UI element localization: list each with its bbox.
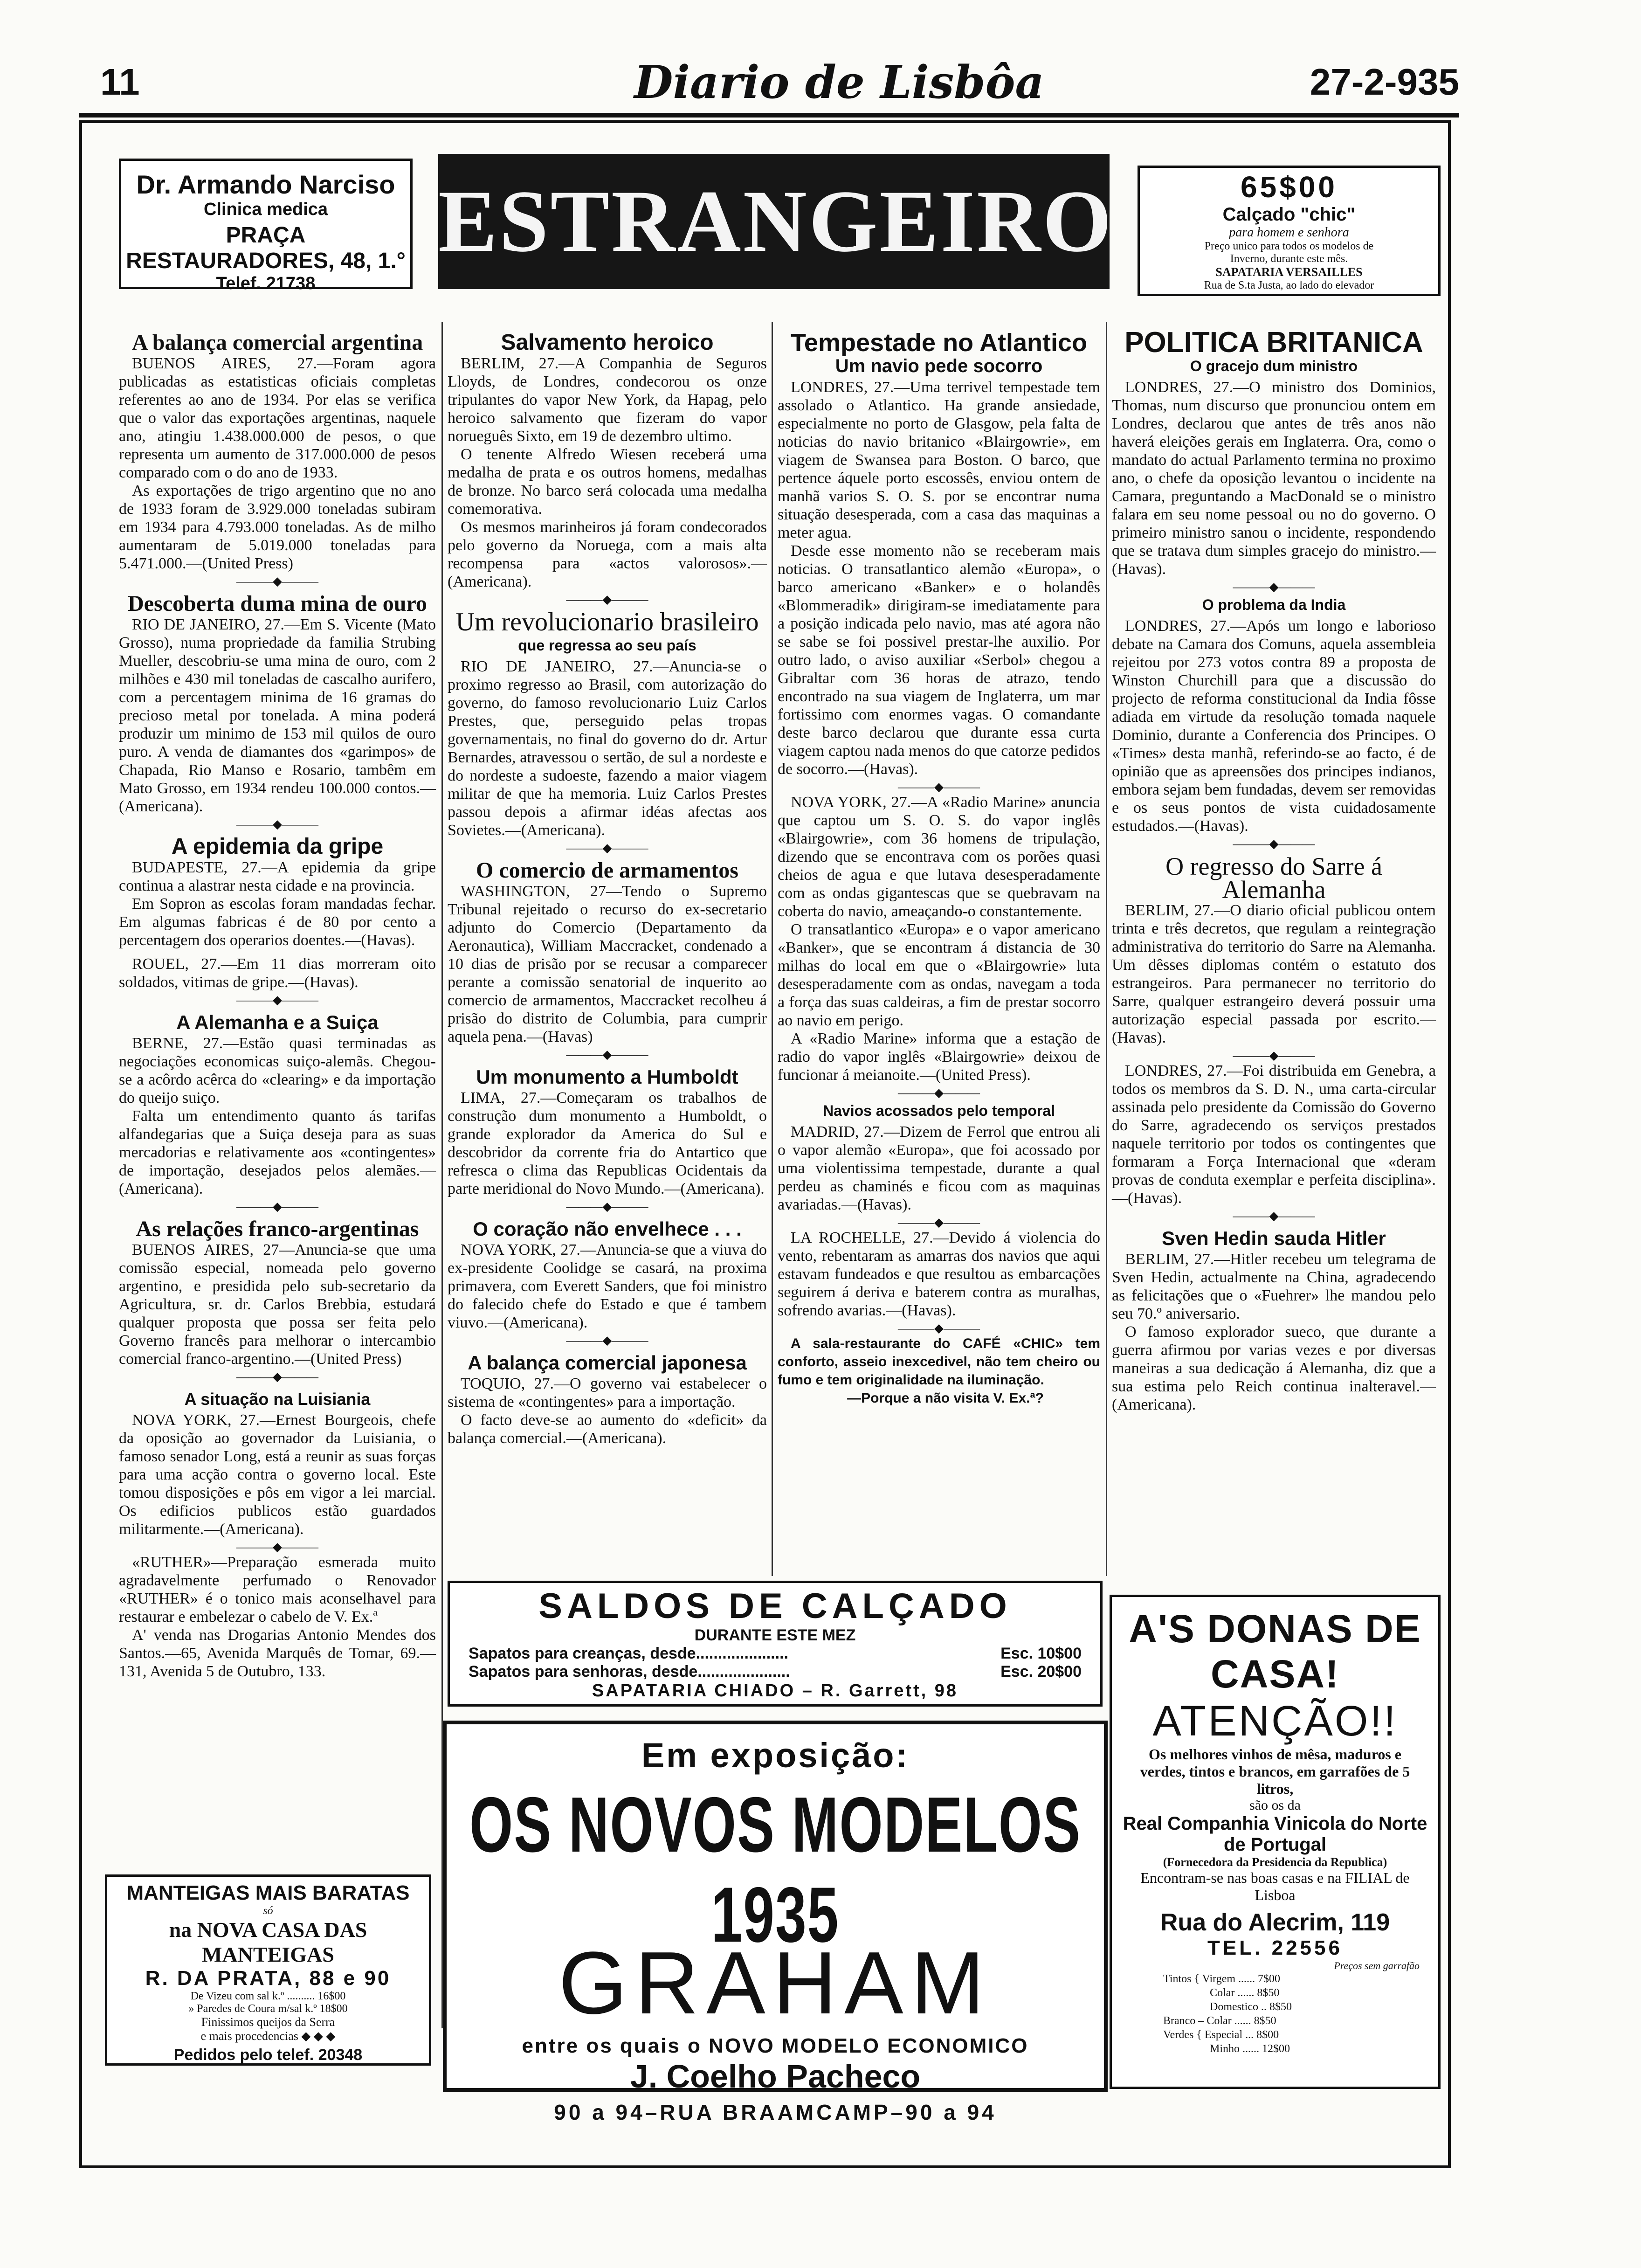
separator: ———◆——— <box>566 841 648 855</box>
doctor-name: Dr. Armando Narciso <box>136 170 395 199</box>
subheadline: O gracejo dum ministro <box>1190 358 1358 374</box>
wine-price: Colar ...... 8$50 <box>1210 1987 1280 1999</box>
wine-address: Rua do Alecrim, 119 <box>1160 1909 1390 1936</box>
headline: A Alemanha e a Suiça <box>176 1011 379 1033</box>
headline: POLITICA BRITANICA <box>1124 326 1423 359</box>
separator: ———◆——— <box>898 1321 980 1335</box>
section-title: ESTRANGEIRO <box>438 173 1114 270</box>
sale-row-price: Esc. 20$00 <box>1000 1663 1082 1680</box>
newspaper-title: Diario de Lisbôa <box>634 56 1044 109</box>
headline: O comercio de armamentos <box>476 858 738 883</box>
separator: ———◆——— <box>1233 1209 1315 1223</box>
graham-dealer: J. Coelho Pacheco <box>630 2058 921 2095</box>
headline: Tempestade no Atlantico <box>790 329 1088 357</box>
paragraph: ROUEL, 27.—Em 11 dias morreram oito soldados, vitimas de gripe.—(Havas). <box>119 955 436 991</box>
butter-item: » Paredes de Coura m/sal k.º 18$00 <box>188 2003 348 2015</box>
wine-price: Verdes { Especial ... 8$00 <box>1163 2029 1279 2041</box>
paragraph: «RUTHER»—Preparação esmerada muito agradavelmente perfumado o Renovador «RUTHER» é o tonico mais aconselhavel para restaurar e embelezar o cabelo de V. Ex.ª <box>119 1554 436 1625</box>
masthead-rule <box>79 113 1459 118</box>
separator: ———◆——— <box>898 780 980 794</box>
paragraph: O transatlantico «Europa» e o vapor americano «Banker», que se encontram á distancia de 30 milhas do local em que o «Blairgowrie» luta desesperadamente com as ondas, navegam a toda a força das suas caldeiras, a fim de prestar socorro ao navio em perigo. <box>778 921 1100 1029</box>
sale-row-price: Esc. 10$00 <box>1000 1645 1082 1662</box>
paragraph: NOVA YORK, 27.—Ernest Bourgeois, chefe da oposição ao governador da Luisiania, o famoso senador Long, está a reunir as suas forças para uma acção contra o governo local. Este tomou disposições e pôs em vigor a lei marcial. Os edificios publicos estão guardados militarmente.—(Americana). <box>119 1411 436 1538</box>
separator: ———◆——— <box>1233 580 1315 594</box>
sale-row-label: Sapatos para senhoras, desde..................... <box>469 1663 790 1680</box>
paragraph: BERLIM, 27.—O diario oficial publicou ontem trinta e três decretos, que regulam a reintegração administrativa do territorio do Sarre na Alemanha. Um dêsses diplomas contém o estatuto dos estrangeiros. Para permanecer no territorio do Sarre, qualquer estrangeiro deverá possuir uma autorização especial passada por escrito.—(Havas). <box>1112 902 1436 1046</box>
paragraph: TOQUIO, 27.—O governo vai estabelecer o sistema de «contingentes» para a importação. <box>448 1375 767 1411</box>
wine-attention: ATENÇÃO!! <box>1152 1697 1398 1745</box>
sale-sub: DURANTE ESTE MEZ <box>694 1626 856 1644</box>
paragraph: Falta um entendimento quanto ás tarifas alfandegarias que a Suiça deseja para as suas mercadorias e relativamente aos «contingentes» de importação, desejados pelos alemães.—(Americana). <box>119 1107 436 1197</box>
shoes-price: 65$00 <box>1241 170 1338 204</box>
headline: Um revolucionario brasileiro <box>455 608 759 636</box>
graham-ad <box>443 1721 1108 2124</box>
paragraph: LONDRES, 27.—Foi distribuida em Genebra, a todos os membros da S. D. N., uma carta-circular assinada pelo presidente da Comissão do Governo do Sarre, agradecendo os serviços prestados naquele territorio por todos os contingentes que formaram a Força Internacional que «deram provas de conduta exemplar e perfeita disciplina».—(Havas). <box>1112 1062 1436 1207</box>
paragraph: NOVA YORK, 27.—Anuncia-se que a viuva do ex-presidente Coolidge se casará, na proxima primavera, com Everett Sanders, que foi ministro do falecido chefe do Estado e que é tambem viuvo.—(Americana). <box>448 1241 767 1331</box>
paragraph: NOVA YORK, 27.—A «Radio Marine» anuncia que captou um S. O. S. do vapor inglês «Blairgowrie», com 36 homens de tripulação, dizendo que se encontrava com os porões quasi cheios de agua e que lutava desesperadamente com as ondas gigantescas que se quebravam na coberta do navio, ameaçando-o constantemente. <box>778 794 1100 920</box>
sale-ad <box>448 1581 1103 1707</box>
wine-supplier: (Fornecedora da Presidencia da Republica) <box>1163 1855 1387 1869</box>
separator: ———◆——— <box>236 993 318 1007</box>
paragraph: BUENOS AIRES, 27—Anuncia-se que uma comissão especial, nomeada pelo governo argentino, e presidida pelo sub-secretario da Agricultura, sr. dr. Carlos Brebbia, estudará qualquer proposta que possa ser feita pelo Governo francês para melhorar o intercambio comercial franco-argentino.—(United Press) <box>119 1241 436 1368</box>
paragraph: WASHINGTON, 27—Tendo o Supremo Tribunal rejeitado o recurso do ex-secretario adjunto do Comercio (Departamento da Aeronautica), William Maccracket, condenado a 10 dias de prisão por se recusar a comparecer perante a comissão senatorial de inquerito ao comercio de armamentos, Maccracket recolheu á prisão do distrito de Columbia, para cumprir aquela pena.—(Havas) <box>448 883 767 1045</box>
section-banner <box>438 154 1114 289</box>
headline: A situação na Luisiania <box>184 1390 371 1409</box>
paragraph: Os mesmos marinheiros já foram condecorados pelo governo da Noruega, com a mais alta recompensa para «actos valorosos».—(Americana). <box>448 519 767 590</box>
paragraph: O tenente Alfredo Wiesen receberá uma medalha de prata e os outros homens, medalhas de bronze. No barco será colocada uma medalha comemorativa. <box>448 446 767 518</box>
butter-headline: MANTEIGAS MAIS BARATAS <box>126 1881 410 1904</box>
headline: O coração não envelhece . . . <box>473 1218 742 1240</box>
sale-row <box>450 1663 1100 1681</box>
paragraph: LIMA, 27.—Começaram os trabalhos de construção dum monumento a Humboldt, o grande explorador da America do Sul e descobridor da corrente fria do Antartico que refresca o clima das Republicas Ocidentais da parte meridional do Novo Mundo.—(Americana). <box>448 1089 767 1197</box>
headline: A balança comercial argentina <box>131 330 423 355</box>
butter-phone: Pedidos pelo telef. 20348 <box>173 2046 363 2064</box>
shoes-line: Inverno, durante este mês. <box>1230 253 1348 265</box>
graham-brand: GRAHAM <box>558 1934 992 2033</box>
separator: ———◆——— <box>236 1540 318 1554</box>
separator: ———◆——— <box>236 817 318 831</box>
wine-company: Real Companhia Vinicola do Norte de Portugal <box>1123 1813 1427 1855</box>
separator: ———◆——— <box>236 1200 318 1213</box>
butter-item: De Vizeu com sal k.º .......... 16$00 <box>190 1990 346 2002</box>
butter-shop: na NOVA CASA DAS MANTEIGAS <box>169 1918 367 1966</box>
shoes-address: Rua de S.ta Justa, ao lado do elevador <box>1204 279 1374 291</box>
paragraph: RIO DE JANEIRO, 27.—Anuncia-se o proximo regresso ao Brasil, com autorização do governo, do famoso revolucionario Luiz Carlos Prestes, que, perseguido pelas tropas governamentais, no final do governo do dr. Artur Bernardes, atravessou o sertão, de sul a nordeste e do nordeste a sudoeste, fazendo a maior viagem militar de que ha memoria. Luiz Carlos Prestes passou depois a afirmar idéas afectas aos Sovietes.—(Americana). <box>448 658 767 839</box>
separator: ———◆——— <box>1233 1049 1315 1062</box>
paragraph: LA ROCHELLE, 27.—Devido á violencia do vento, rebentaram as amarras dos navios que aqui estavam fundeados e que resultou as embarcações seguirem á deriva e baterem contra as muralhas, sofrendo avarias.—(Havas). <box>778 1229 1100 1319</box>
butter-word: só <box>263 1905 273 1917</box>
masthead <box>0 56 1641 112</box>
wine-price: Minho ...... 12$00 <box>1210 2043 1290 2055</box>
paragraph: A sala-restaurante do CAFÉ «CHIC» tem conforto, asseio inexcedivel, não tem cheiro ou fumo e tem originalidade na iluminação. <box>778 1336 1100 1388</box>
column-2 <box>448 326 767 1447</box>
column-rule <box>772 322 773 1576</box>
sale-headline: SALDOS DE CALÇADO <box>538 1586 1012 1626</box>
separator: ———◆——— <box>566 1048 648 1061</box>
butter-item: Finissimos queijos da Serra <box>201 2015 335 2029</box>
column-1 <box>119 326 436 1680</box>
paragraph: —Porque a não visita V. Ex.ª? <box>847 1390 1044 1406</box>
paragraph: Desde esse momento não se receberam mais noticias. O transatlantico alemão «Europa», o barco americano «Banker» e o holandês «Blommeradik» dirigiram-se imediatamente para a posição indicada pelo navio, mas até agora não se sabe se foi possivel prestar-lhe auxilio. Por outro lado, o aviso auxiliar «Serbol» chegou a Gibraltar com 36 horas de atrazo, tendo encontrado na sua viagem de Inglaterra, um mar fortissimo com enormes vagas. O comandante deste barco declarou que durante essa curta viagem captou nada menos do que catorze pedidos de socorro.—(Havas). <box>778 542 1100 778</box>
shoes-headline: Calçado "chic" <box>1222 204 1356 225</box>
column-rule <box>1106 322 1107 1576</box>
paragraph: RIO DE JANEIRO, 27.—Em S. Vicente (Mato Grosso), numa propriedade da familia Strubing Mueller, descobriu-se uma mina de ouro, com 2 milhões e 430 mil toneladas de cascalho aurifero, com a percentagem minima de 16 gramas do precioso metal por tonelada. A mina poderá produzir um minimo de 153 mil quilos de ouro puro. A venda de diamantes dos «garimpos» de Chapada, Rio Manso e Rosario, tambêm em Mato Grosso, em 1934 rendeu 100.000 contos.—(Americana). <box>119 616 436 815</box>
paragraph: A «Radio Marine» informa que a estação de radio do vapor inglês «Blairgowrie» deixou de funcionar á meianoite.—(United Press). <box>778 1030 1100 1084</box>
separator: ———◆——— <box>236 1370 318 1383</box>
headline: O regresso do Sarre á Alemanha <box>1165 852 1382 904</box>
headline: Um monumento a Humboldt <box>476 1066 738 1088</box>
shoes-top-ad <box>1138 166 1441 296</box>
wine-headline: A'S DONAS DE CASA! <box>1129 1607 1421 1696</box>
separator: ———◆——— <box>236 574 318 588</box>
paragraph: LONDRES, 27.—Após um longo e laborioso debate na Camara dos Comuns, aquela assembleia rejeitou por 273 votos contra 89 a proposta de Winston Churchill para que a discussão do projecto de reforma constitucional da India fôsse adiada em virtude da resolução tomada naquele Dominio, durante a Conferencia dos Principes. O «Times» desta manhã, referindo-se ao facto, é de opinião que as apreensões dos principes indianos, embora sejam bem fundadas, devem ser removidas e os seus pontos de vista cuidadosamente estudados.—(Havas). <box>1112 617 1436 835</box>
paragraph: MADRID, 27.—Dizem de Ferrol que entrou ali o vapor alemão «Europa», que foi acossado por uma violentissima tempestade, durante a qual perdeu as chaminés e ficou com as maquinas avariadas.—(Havas). <box>778 1123 1100 1213</box>
doctor-ad <box>119 159 413 293</box>
separator: ———◆——— <box>566 1200 648 1213</box>
issue-date: 27-2-935 <box>1310 61 1459 103</box>
paragraph: A' venda nas Drogarias Antonio Mendes dos Santos.—65, Avenida Marquês de Tomar, 69.—131, Avenida 5 de Outubro, 133. <box>119 1626 436 1680</box>
paragraph: LONDRES, 27.—O ministro dos Dominios, Thomas, num discurso que pronunciou ontem em Londres, declarou que antes de três anos não haverá eleições gerais em Inglaterra. Ora, como o mandato do actual Parlamento termina no proximo ano, o chefe da oposição levantou o incidente na Camara, preguntando a MacDonald se o ministro falara em seu nome pessoal ou no do governo. O primeiro ministro sanou o incidente, respondendo que se tratava dum simples gracejo do ministro.—(Havas). <box>1112 379 1436 578</box>
butter-address: R. DA PRATA, 88 e 90 <box>145 1967 391 1990</box>
subheadline: que regressa ao seu país <box>518 637 696 654</box>
paragraph: BERLIM, 27.—A Companhia de Seguros Lloyds, de Londres, condecorou os onze tripulantes do vapor New York, da Hapag, pelo heroico salvamento que fizeram do vapor norueguês Sixto, em 19 de dezembro ultimo. <box>448 355 767 445</box>
paragraph: O famoso explorador sueco, que durante a guerra afirmou por varias vezes e por diversas maneiras a sua dedicação á Alemanha, diz que a sua estima pelo Reich continua inalteravel.—(Americana). <box>1112 1323 1436 1413</box>
butter-item: e mais procedencias ◆ ◆ ◆ <box>200 2029 336 2043</box>
subheadline: O problema da India <box>1202 596 1346 613</box>
graham-line3: entre os quais o NOVO MODELO ECONOMICO <box>522 2034 1029 2057</box>
subheadline: Navios acossados pelo temporal <box>823 1102 1055 1119</box>
separator: ———◆——— <box>898 1216 980 1229</box>
separator: ———◆——— <box>566 593 648 606</box>
sale-shop: SAPATARIA CHIADO – R. Garrett, 98 <box>592 1681 958 1701</box>
wine-price-list <box>1112 1972 1438 2056</box>
column-3 <box>778 326 1100 1407</box>
wine-prices-title: Preços sem garrafão <box>1334 1960 1420 1971</box>
wine-text: são os da <box>1249 1798 1301 1813</box>
paragraph: BUDAPESTE, 27.—A epidemia da gripe continua a alastrar nesta cidade e na provincia. <box>119 859 436 894</box>
wine-text: Os melhores vinhos de mêsa, maduros e verdes, tintos e brancos, em garrafões de 5 litros, <box>1140 1746 1410 1797</box>
paragraph: O facto deve-se ao aumento do «deficit» da balança comercial.—(Americana). <box>448 1411 767 1447</box>
doctor-specialty: Clinica medica <box>203 200 328 219</box>
headline: As relações franco-argentinas <box>136 1217 419 1241</box>
shoes-line: para homem e senhora <box>1229 225 1349 240</box>
headline: Descoberta duma mina de ouro <box>128 591 427 616</box>
wine-phone: TEL. 22556 <box>1207 1936 1343 1959</box>
separator: ———◆——— <box>566 1334 648 1347</box>
column-4 <box>1112 326 1436 1414</box>
wine-text: Encontram-se nas boas casas e na FILIAL de Lisboa <box>1140 1869 1410 1903</box>
headline: A balança comercial japonesa <box>468 1352 747 1374</box>
graham-line2: OS NOVOS MODELOS 1935 <box>469 1781 1082 1959</box>
paragraph: Em Sopron as escolas foram mandadas fechar. Em algumas fabricas é de 80 por cento a percentagem dos operarios doentes.—(Havas). <box>119 895 436 949</box>
paragraph: BERLIM, 27.—Hitler recebeu um telegrama de Sven Hedin, actualmente na China, agradecendo as felicitações que o «Fuehrer» lhe mandou pelo seu 70.º aniversario. <box>1112 1251 1436 1322</box>
graham-line1: Em exposição: <box>641 1736 910 1775</box>
wine-ad <box>1110 1595 1441 2089</box>
sale-row <box>450 1645 1100 1663</box>
paragraph: LONDRES, 27.—Uma terrivel tempestade tem assolado o Atlantico. Ha grande ansiedade, especialmente no porto de Glasgow, pela falta de noticias do navio britanico «Blairgowrie», em viagem de Swansea para Boston. O barco, que pertence áquele porto escossês, enviou ontem de manhã varios S. O. S. por se encontrar numa situação desesperada, com a casa das maquinas a meter agua. <box>778 379 1100 541</box>
butter-ad <box>105 1874 431 2066</box>
wine-price: Branco – Colar ...... 8$50 <box>1163 2015 1276 2027</box>
doctor-address: PRAÇA RESTAURADORES, 48, 1.° <box>126 223 406 273</box>
subheadline: Um navio pede socorro <box>835 356 1043 376</box>
wine-price: Domestico .. 8$50 <box>1210 2001 1292 2013</box>
page-number: 11 <box>100 61 140 103</box>
headline: A epidemia da gripe <box>171 834 384 859</box>
sale-row-label: Sapatos para creanças, desde..................... <box>469 1645 788 1662</box>
shoes-line: Preço unico para todos os modelos de <box>1204 240 1374 252</box>
headline: Salvamento heroico <box>501 330 714 355</box>
doctor-phone: Telef. 21738 <box>216 274 316 293</box>
wine-price: Tintos { Virgem ...... 7$00 <box>1163 1973 1281 1985</box>
separator: ———◆——— <box>1233 837 1315 850</box>
paragraph: BERNE, 27.—Estão quasi terminadas as negociações economicas suiço-alemãs. Chegou-se a acôrdo acêrca do «clearing» e da importação do queijo suiço. <box>119 1035 436 1106</box>
paragraph: BUENOS AIRES, 27.—Foram agora publicadas as estatisticas oficiais completas referentes ao ano de 1934. Por elas se verifica que o valor das exportações argentinas, naquele ano, atingiu 1.438.000.000 de pesos, o que representa um aumento de 317.000.000 de pesos comparado com o do ano de 1933. <box>119 355 436 481</box>
paragraph: As exportações de trigo argentino que no ano de 1933 foram de 3.929.000 toneladas subiram em 1934 para 4.793.000 toneladas. As de milho aumentaram de 5.019.000 toneladas para 5.471.000.—(United Press) <box>119 482 436 572</box>
headline: Sven Hedin sauda Hitler <box>1162 1227 1386 1249</box>
separator: ———◆——— <box>898 1086 980 1099</box>
graham-address: 90 a 94–RUA BRAAMCAMP–90 a 94 <box>554 2100 997 2124</box>
shoes-shop: SAPATARIA VERSAILLES <box>1215 265 1363 279</box>
